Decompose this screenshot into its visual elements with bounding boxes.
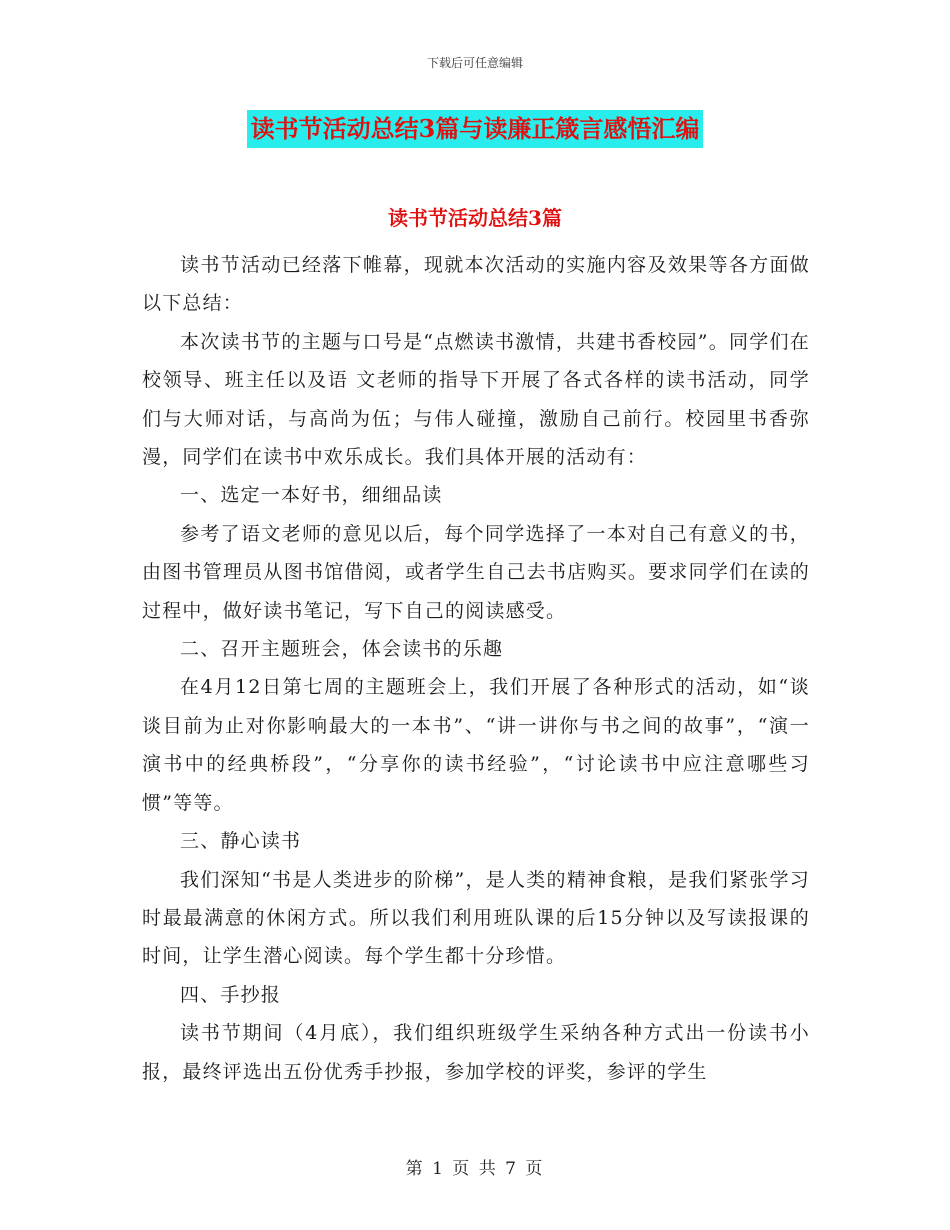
- paragraph-handwritten-newspaper: 读书节期间（4月底），我们组织班级学生采纳各种方式出一份读书小报，最终评选出五份优秀手抄报，参加学校的评奖，参评的学生: [142, 1022, 810, 1083]
- paragraph-intro: 读书节活动已经落下帷幕，现就本次活动的实施内容及效果等各方面做以下总结：: [142, 254, 810, 315]
- page-footer: 第 1 页 共 7 页: [405, 1159, 545, 1179]
- paragraph-quiet-reading: 我们深知“书是人类进步的阶梯”，是人类的精神食粮，是我们紧张学习时最最满意的休闲方式。所以我们利用班队课的后15分钟以及写读报课的时间，让学生潜心阅读。每个学生都十分珍惜。: [142, 868, 810, 968]
- heading-quiet-reading: 三、静心读书: [180, 830, 302, 853]
- heading-handwritten-newspaper: 四、手抄报: [180, 983, 282, 1006]
- document-title: 读书节活动总结3篇与读廉正箴言感悟汇编: [247, 110, 704, 148]
- paragraph-choose-book: 参考了语文老师的意见以后，每个同学选择了一本对自己有意义的书，由图书管理员从图书馆借阅，或者学生自己去书店购买。要求同学们在读的过程中，做好读书笔记，写下自己的阅读感受。: [142, 522, 810, 622]
- heading-class-meeting: 二、召开主题班会，体会读书的乐趣: [180, 638, 504, 661]
- header-note: 下载后可任意编辑: [426, 56, 523, 70]
- paragraph-class-meeting: 在4月12日第七周的主题班会上，我们开展了各种形式的活动，如“谈谈目前为止对你影响最大的一本书”、“讲一讲你与书之间的故事”，“演一演书中的经典桥段”，“分享你的读书经验”，“讨论读书中应注意哪些习惯”等等。: [142, 676, 810, 814]
- heading-choose-book: 一、选定一本好书，细细品读: [180, 484, 443, 507]
- paragraph-theme: 本次读书节的主题与口号是“点燃读书激情，共建书香校园”。同学们在校领导、班主任以及语 文老师的指导下开展了各式各样的读书活动，同学们与大师对话，与高尚为伍；与伟人碰撞，激励自己前行。校园里书香弥漫，同学们在读书中欢乐成长。我们具体开展的活动有：: [142, 330, 810, 469]
- document-title-container: [0, 110, 950, 148]
- document-body: [142, 246, 810, 1091]
- section-title: 读书节活动总结3篇: [388, 206, 562, 230]
